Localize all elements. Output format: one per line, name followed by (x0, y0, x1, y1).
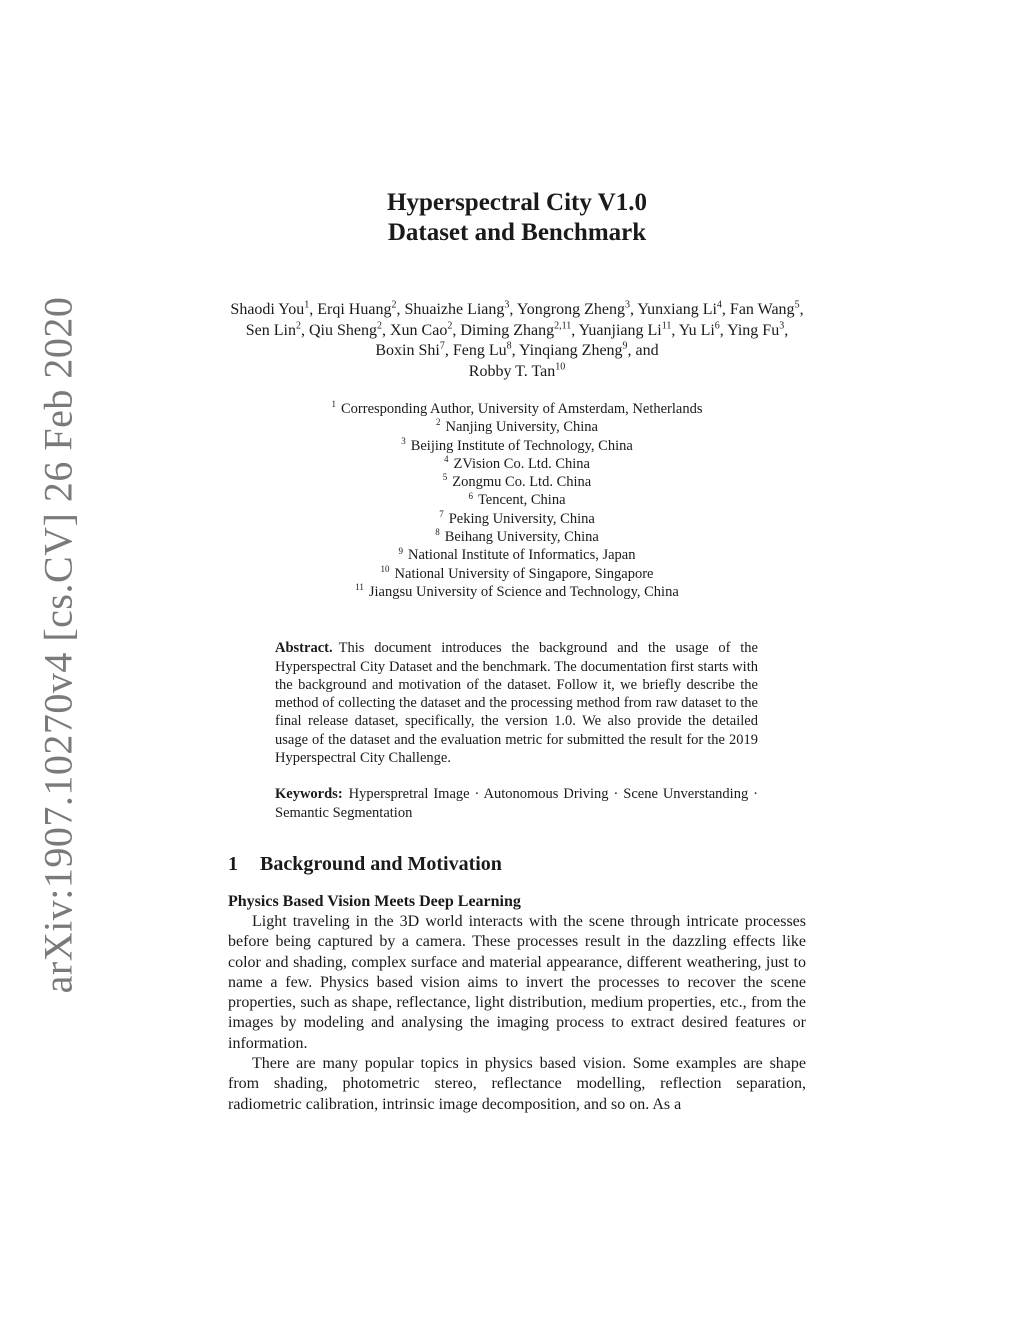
author-affiliation-mark: 2,11 (554, 320, 572, 332)
title-line-2: Dataset and Benchmark (387, 219, 647, 246)
body-paragraph: There are many popular topics in physics based vision. Some examples are shape from shading, photometric stereo, reflectance modelling, reflection separation, radiometric calibration, intrinsic image decomposition, and so on. As a (228, 1055, 806, 1113)
affiliation (228, 473, 806, 491)
affiliation-text: National University of Singapore, Singapore (394, 565, 654, 582)
author-name: Xun Cao$^2$ (390, 320, 453, 339)
author-name: Yongrong Zheng$^3$ (516, 299, 630, 318)
author-affiliation-mark: 6 (714, 320, 720, 332)
paper-title (228, 188, 806, 248)
author-name: Yinqiang Zheng$^9$ (519, 340, 628, 359)
author-name: Fan Wang$^5$ (729, 299, 800, 318)
author-name: Shaodi You$^1$ (230, 299, 310, 318)
section-number: 1 (228, 852, 238, 875)
affiliation-text: Jiangsu University of Science and Technology, China (368, 583, 679, 600)
author-conjunction: and (635, 342, 659, 359)
author-name: Ying Fu$^3$ (727, 320, 785, 339)
title-line-1: Hyperspectral City V1.0 (387, 189, 647, 216)
affiliation-number: 2 (436, 417, 441, 428)
section-heading (228, 852, 806, 876)
affiliation (228, 455, 806, 473)
author-name: Yuanjiang Li$^{11}$ (578, 320, 672, 339)
section-title: Background and Motivation (260, 852, 502, 875)
author-affiliation-mark: 10 (555, 361, 566, 373)
affiliation (228, 546, 806, 564)
affiliation-text: Beihang University, China (444, 529, 599, 546)
affiliation-number: 11 (355, 582, 364, 593)
affiliation (228, 528, 806, 546)
affiliation-text: Beijing Institute of Technology, China (410, 437, 633, 454)
author-name: Erqi Huang$^2$ (317, 299, 397, 318)
author-affiliation-mark: 1 (304, 299, 310, 311)
author-name: Boxin Shi$^7$ (375, 340, 445, 359)
affiliation-text: Tencent, China (477, 492, 566, 509)
author-affiliation-mark: 7 (439, 340, 445, 352)
author-name: Qiu Sheng$^2$ (309, 320, 382, 339)
author-name: Sen Lin$^2$ (245, 320, 301, 339)
paper-page (228, 188, 806, 1115)
affiliation-text: Zongmu Co. Ltd. China (452, 474, 592, 491)
author-list: Shaodi You$^1$, Erqi Huang$^2$, Shuaizhe Liang$^3$, Yongrong Zheng$^3$, Yunxiang Li$^4$, Fan Wang$^5$, Sen Lin$^2$, Qiu Sheng$^2$, Xun Cao$^2$, Diming Zhang$^{2,11}$, Yuanjiang Li$^{11}$, Yu Li$^6$, Ying Fu$^3$, Boxin Shi$^7$, Feng Lu$^8$, Yinqiang Zheng$^9$, and Robby T. Tan$^{10}$ (230, 299, 804, 380)
abstract-text: This document introduces the background and the usage of the Hyperspectral City Dataset and the benchmark. The documentation first starts with the background and motivation of the dataset. Follow it, we briefly describe the method of collecting the dataset and the processing method from raw dataset to the final release dataset, specifically, the version 1.0. We also provide the detailed usage of the dataset and the evaluation metric for submitted the result for the 2019 Hyperspectral City Challenge. (275, 640, 758, 767)
keywords-label: Keywords: (275, 786, 343, 803)
author-affiliation-mark: 3 (504, 299, 510, 311)
affiliation (228, 583, 806, 601)
keywords-text: Hyperspretral Image · Autonomous Driving · Scene Unverstanding · Semantic Segmentation (275, 786, 758, 821)
affiliation (228, 400, 806, 418)
paragraph-heading: Physics Based Vision Meets Deep Learning (228, 892, 521, 910)
author-name: Shuaizhe Liang$^3$ (404, 299, 510, 318)
author-affiliation-mark: 5 (794, 299, 800, 311)
affiliation (228, 565, 806, 583)
keywords (275, 785, 758, 822)
author-affiliation-mark: 2 (377, 320, 382, 332)
author-name: Feng Lu$^8$ (452, 340, 512, 359)
body-paragraph: Light traveling in the 3D world interacts with the scene through intricate processes before being captured by a camera. These processes result in the dazzling effects like color and shading, complex surface and material appearance, different weathering, just to name a few. Physics based vision aims to invert the processes to recover the scene properties, such as shape, reflectance, light distribution, medium properties, etc., from the images by modeling and analysing the imaging process to extract desired features or information. (228, 912, 806, 1052)
affiliation (228, 491, 806, 509)
author-affiliation-mark: 3 (779, 320, 785, 332)
author-affiliation-mark: 2 (447, 320, 453, 332)
author-affiliation-mark: 11 (661, 320, 672, 332)
affiliation-text: Corresponding Author, University of Amsterdam, Netherlands (341, 401, 703, 417)
affiliation-number: 1 (331, 399, 337, 410)
abstract-label: Abstract. (275, 640, 333, 657)
affiliation-text: National Institute of Informatics, Japan (407, 547, 636, 564)
author-affiliation-mark: 2 (391, 299, 397, 311)
author-affiliation-mark: 8 (506, 340, 512, 352)
author-affiliation-mark: 9 (622, 340, 628, 352)
author-affiliation-mark: 4 (716, 299, 722, 311)
affiliation-text: Nanjing University, China (445, 419, 598, 436)
abstract (275, 639, 758, 767)
affiliation-number: 7 (439, 508, 444, 519)
author-affiliation-mark: 2 (296, 320, 301, 332)
affiliation-number: 4 (444, 454, 449, 465)
affiliation-list (228, 400, 806, 601)
affiliation-number: 3 (401, 435, 406, 446)
affiliation-text: ZVision Co. Ltd. China (453, 455, 590, 472)
author-name: Yu Li$^6$ (678, 320, 720, 339)
affiliation-number: 5 (442, 472, 448, 483)
affiliation-number: 6 (468, 490, 473, 501)
affiliation-number: 9 (398, 545, 403, 556)
arxiv-identifier: arXiv:1907.10270v4 [cs.CV] 26 Feb 2020 (35, 296, 81, 994)
affiliation (228, 418, 806, 436)
affiliation-number: 10 (380, 563, 390, 574)
affiliation (228, 437, 806, 455)
author-name: Robby T. Tan$^{10}$ (468, 361, 566, 380)
affiliation (228, 510, 806, 528)
author-name: Yunxiang Li$^4$ (637, 299, 722, 318)
author-affiliation-mark: 3 (624, 299, 630, 311)
affiliation-text: Peking University, China (448, 510, 595, 527)
author-name: Diming Zhang$^{2,11}$ (460, 320, 572, 339)
affiliation-number: 8 (435, 527, 440, 538)
